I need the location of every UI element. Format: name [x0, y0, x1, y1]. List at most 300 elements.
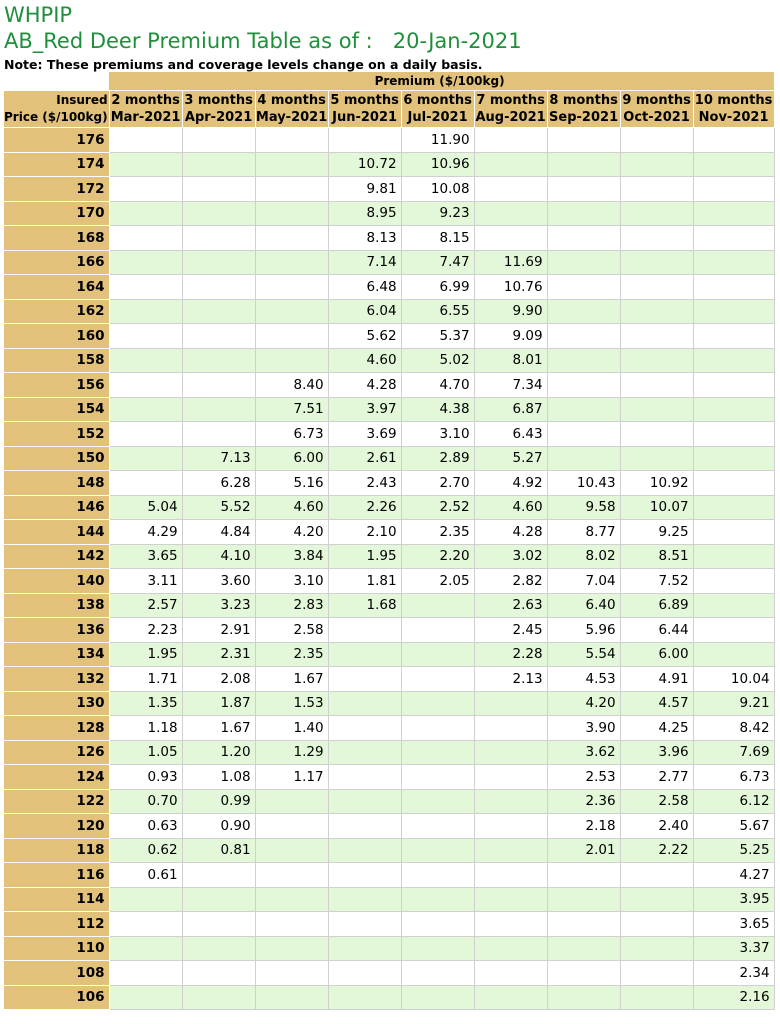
premium-cell: 2.22	[620, 838, 693, 863]
premium-cell	[109, 961, 182, 986]
premium-cell: 2.63	[474, 593, 547, 618]
premium-cell	[328, 128, 401, 153]
expiry-month-label: Aug-2021	[475, 110, 546, 125]
premium-cell	[620, 863, 693, 888]
premium-cell: 1.67	[182, 716, 255, 741]
expiry-month-label: Mar-2021	[110, 110, 181, 125]
expiry-month-label: Jul-2021	[407, 110, 468, 125]
group-header-spacer	[4, 72, 110, 91]
premium-cell: 4.38	[401, 397, 474, 422]
premium-cell	[620, 373, 693, 398]
premium-cell: 2.53	[547, 765, 620, 790]
premium-cell: 6.73	[255, 422, 328, 447]
insured-price-cell: 126	[4, 740, 110, 765]
insured-price-cell: 176	[4, 128, 110, 153]
premium-cell: 6.00	[620, 642, 693, 667]
premium-cell: 2.10	[328, 520, 401, 545]
premium-cell: 8.51	[620, 544, 693, 569]
table-row	[4, 814, 775, 839]
premium-cell	[547, 348, 620, 373]
premium-cell: 6.43	[474, 422, 547, 447]
insured-price-cell: 170	[4, 201, 110, 226]
premium-cell: 0.81	[182, 838, 255, 863]
table-row	[4, 936, 775, 961]
insured-price-cell: 120	[4, 814, 110, 839]
premium-cell	[474, 912, 547, 937]
premium-cell	[255, 250, 328, 275]
premium-cell	[401, 814, 474, 839]
table-row	[4, 912, 775, 937]
premium-cell: 3.97	[328, 397, 401, 422]
table-row	[4, 569, 775, 594]
term-length-label: 6 months	[403, 93, 472, 108]
premium-cell	[182, 250, 255, 275]
premium-cell: 6.00	[255, 446, 328, 471]
premium-cell	[109, 128, 182, 153]
premium-cell	[547, 373, 620, 398]
premium-cell	[474, 936, 547, 961]
premium-cell	[255, 201, 328, 226]
premium-cell	[693, 373, 774, 398]
premium-cell: 0.99	[182, 789, 255, 814]
premium-cell	[182, 177, 255, 202]
premium-cell: 3.96	[620, 740, 693, 765]
premium-cell	[182, 201, 255, 226]
premium-cell: 7.52	[620, 569, 693, 594]
premium-cell	[547, 397, 620, 422]
premium-cell: 1.67	[255, 667, 328, 692]
premium-cell: 4.91	[620, 667, 693, 692]
premium-cell	[182, 275, 255, 300]
premium-cell: 5.37	[401, 324, 474, 349]
premium-cell	[547, 324, 620, 349]
table-title: AB_Red Deer Premium Table as of : 20-Jan-2021	[4, 29, 522, 53]
premium-cell: 10.76	[474, 275, 547, 300]
premium-cell: 2.91	[182, 618, 255, 643]
insured-price-cell: 172	[4, 177, 110, 202]
table-row	[4, 299, 775, 324]
premium-cell	[255, 299, 328, 324]
insured-price-header	[4, 91, 110, 128]
premium-cell	[328, 765, 401, 790]
table-row	[4, 250, 775, 275]
premium-cell: 9.81	[328, 177, 401, 202]
premium-cell	[547, 299, 620, 324]
table-row	[4, 520, 775, 545]
premium-cell: 6.12	[693, 789, 774, 814]
table-row	[4, 961, 775, 986]
premium-cell: 1.35	[109, 691, 182, 716]
premium-cell	[474, 838, 547, 863]
premium-cell	[547, 863, 620, 888]
premium-cell: 9.21	[693, 691, 774, 716]
premium-cell: 1.40	[255, 716, 328, 741]
premium-cell: 2.89	[401, 446, 474, 471]
premium-cell: 0.62	[109, 838, 182, 863]
table-row	[4, 422, 775, 447]
expiry-month-label: Oct-2021	[623, 110, 690, 125]
disclaimer-note: Note: These premiums and coverage levels change on a daily basis.	[4, 57, 483, 72]
premium-cell	[255, 838, 328, 863]
premium-cell: 3.10	[255, 569, 328, 594]
premium-cell: 1.68	[328, 593, 401, 618]
insured-price-cell: 136	[4, 618, 110, 643]
premium-cell	[255, 348, 328, 373]
premium-cell: 8.01	[474, 348, 547, 373]
table-row	[4, 765, 775, 790]
premium-cell: 2.83	[255, 593, 328, 618]
premium-cell	[474, 201, 547, 226]
premium-cell: 4.70	[401, 373, 474, 398]
premium-cell: 6.28	[182, 471, 255, 496]
insured-price-cell: 146	[4, 495, 110, 520]
group-header-row	[4, 72, 775, 91]
premium-cell	[109, 985, 182, 1010]
table-row	[4, 152, 775, 177]
premium-cell	[109, 324, 182, 349]
premium-cell: 5.62	[328, 324, 401, 349]
premium-cell: 2.70	[401, 471, 474, 496]
premium-cell	[328, 863, 401, 888]
premium-cell: 7.13	[182, 446, 255, 471]
insured-price-cell: 128	[4, 716, 110, 741]
premium-cell	[182, 985, 255, 1010]
column-header-term-9	[620, 91, 693, 128]
premium-cell	[328, 740, 401, 765]
premium-cell: 3.23	[182, 593, 255, 618]
column-header-term-4	[255, 91, 328, 128]
premium-cell	[109, 226, 182, 251]
premium-cell: 3.90	[547, 716, 620, 741]
premium-cell	[474, 863, 547, 888]
premium-cell	[182, 152, 255, 177]
premium-cell	[401, 985, 474, 1010]
premium-cell	[401, 961, 474, 986]
premium-cell: 0.70	[109, 789, 182, 814]
premium-cell	[474, 740, 547, 765]
premium-cell: 2.43	[328, 471, 401, 496]
premium-cell	[474, 814, 547, 839]
premium-cell	[620, 250, 693, 275]
premium-cell: 4.28	[328, 373, 401, 398]
premium-cell: 4.10	[182, 544, 255, 569]
premium-cell	[255, 324, 328, 349]
premium-cell: 8.40	[255, 373, 328, 398]
premium-cell	[547, 275, 620, 300]
premium-cell	[693, 324, 774, 349]
premium-cell: 3.69	[328, 422, 401, 447]
table-row	[4, 373, 775, 398]
premium-cell	[693, 250, 774, 275]
premium-cell	[182, 348, 255, 373]
premium-cell	[401, 642, 474, 667]
table-row	[4, 593, 775, 618]
insured-price-cell: 174	[4, 152, 110, 177]
premium-cell	[182, 863, 255, 888]
premium-cell	[401, 936, 474, 961]
column-header-term-7	[474, 91, 547, 128]
premium-cell	[328, 961, 401, 986]
premium-cell	[401, 765, 474, 790]
premium-cell	[620, 226, 693, 251]
insured-price-cell: 166	[4, 250, 110, 275]
premium-cell	[328, 912, 401, 937]
premium-cell: 0.93	[109, 765, 182, 790]
premium-cell: 9.09	[474, 324, 547, 349]
premium-cell	[401, 912, 474, 937]
term-length-label: 7 months	[476, 93, 545, 108]
column-header-term-10	[693, 91, 774, 128]
premium-cell: 1.17	[255, 765, 328, 790]
premium-cell	[401, 593, 474, 618]
premium-cell: 2.08	[182, 667, 255, 692]
premium-cell: 8.15	[401, 226, 474, 251]
expiry-month-label: Apr-2021	[184, 110, 253, 125]
premium-cell	[328, 618, 401, 643]
premium-cell	[693, 495, 774, 520]
table-row	[4, 348, 775, 373]
premium-cell: 2.57	[109, 593, 182, 618]
premium-cell	[693, 299, 774, 324]
premium-cell: 11.69	[474, 250, 547, 275]
premium-cell	[255, 152, 328, 177]
premium-cell	[255, 128, 328, 153]
premium-cell: 10.92	[620, 471, 693, 496]
insured-price-cell: 106	[4, 985, 110, 1010]
premium-cell: 6.48	[328, 275, 401, 300]
premium-cell: 3.37	[693, 936, 774, 961]
premium-cell	[109, 299, 182, 324]
premium-cell	[109, 887, 182, 912]
insured-price-cell: 122	[4, 789, 110, 814]
column-header-term-3	[182, 91, 255, 128]
premium-cell	[620, 128, 693, 153]
premium-cell	[401, 618, 474, 643]
premium-cell: 1.87	[182, 691, 255, 716]
premium-cell: 4.60	[474, 495, 547, 520]
premium-cell: 2.26	[328, 495, 401, 520]
insured-price-cell: 134	[4, 642, 110, 667]
insured-price-cell: 142	[4, 544, 110, 569]
premium-cell	[693, 226, 774, 251]
expiry-month-label: Jun-2021	[332, 110, 398, 125]
premium-cell	[547, 177, 620, 202]
premium-cell: 6.44	[620, 618, 693, 643]
premium-cell: 4.27	[693, 863, 774, 888]
premium-cell	[474, 985, 547, 1010]
premium-cell	[182, 299, 255, 324]
term-length-label: 4 months	[257, 93, 326, 108]
premium-cell	[693, 128, 774, 153]
premium-cell	[620, 446, 693, 471]
premium-cell	[693, 201, 774, 226]
premium-cell	[401, 716, 474, 741]
premium-cell	[401, 887, 474, 912]
premium-cell: 2.58	[255, 618, 328, 643]
premium-cell	[255, 863, 328, 888]
premium-cell: 2.20	[401, 544, 474, 569]
premium-cell: 8.02	[547, 544, 620, 569]
premium-cell: 5.16	[255, 471, 328, 496]
premium-cell: 10.96	[401, 152, 474, 177]
premium-cell: 4.25	[620, 716, 693, 741]
premium-cell	[474, 128, 547, 153]
premium-cell: 7.14	[328, 250, 401, 275]
premium-cell	[474, 177, 547, 202]
premium-cell	[182, 961, 255, 986]
table-row	[4, 128, 775, 153]
premium-cell: 0.63	[109, 814, 182, 839]
premium-cell: 2.18	[547, 814, 620, 839]
premium-cell	[401, 667, 474, 692]
premium-cell	[255, 814, 328, 839]
premium-group-header: Premium ($/100kg)	[109, 72, 774, 91]
table-row	[4, 838, 775, 863]
premium-cell: 3.60	[182, 569, 255, 594]
premium-cell	[620, 936, 693, 961]
premium-cell: 3.84	[255, 544, 328, 569]
premium-cell: 6.73	[693, 765, 774, 790]
insured-price-cell: 158	[4, 348, 110, 373]
premium-cell: 8.42	[693, 716, 774, 741]
premium-cell	[255, 789, 328, 814]
premium-cell: 1.95	[328, 544, 401, 569]
premium-cell	[109, 422, 182, 447]
premium-cell	[474, 765, 547, 790]
premium-cell: 5.52	[182, 495, 255, 520]
premium-cell	[547, 422, 620, 447]
premium-cell	[547, 936, 620, 961]
premium-cell	[182, 128, 255, 153]
premium-cell	[547, 912, 620, 937]
premium-cell	[109, 936, 182, 961]
premium-cell: 1.71	[109, 667, 182, 692]
table-row	[4, 544, 775, 569]
premium-cell: 1.05	[109, 740, 182, 765]
expiry-month-label: May-2021	[255, 110, 328, 125]
premium-cell	[109, 446, 182, 471]
insured-price-cell: 164	[4, 275, 110, 300]
premium-cell	[620, 422, 693, 447]
table-row	[4, 397, 775, 422]
premium-cell: 2.31	[182, 642, 255, 667]
premium-cell	[547, 152, 620, 177]
premium-cell	[182, 324, 255, 349]
premium-cell	[328, 887, 401, 912]
premium-cell	[474, 716, 547, 741]
premium-cell: 4.28	[474, 520, 547, 545]
table-row	[4, 716, 775, 741]
insured-price-cell: 132	[4, 667, 110, 692]
premium-cell	[328, 789, 401, 814]
insured-price-cell: 140	[4, 569, 110, 594]
premium-cell: 0.90	[182, 814, 255, 839]
program-title: WHPIP	[4, 3, 73, 27]
premium-cell	[693, 275, 774, 300]
premium-cell: 9.90	[474, 299, 547, 324]
premium-cell: 10.07	[620, 495, 693, 520]
table-row	[4, 324, 775, 349]
premium-cell: 4.20	[547, 691, 620, 716]
premium-table	[3, 72, 775, 1010]
insured-price-cell: 168	[4, 226, 110, 251]
premium-cell	[620, 299, 693, 324]
premium-cell	[255, 961, 328, 986]
premium-cell	[693, 642, 774, 667]
insured-price-cell: 138	[4, 593, 110, 618]
premium-cell	[474, 789, 547, 814]
table-row	[4, 985, 775, 1010]
premium-cell	[547, 201, 620, 226]
premium-cell	[182, 397, 255, 422]
premium-cell	[620, 887, 693, 912]
term-length-label: 8 months	[549, 93, 618, 108]
column-header-term-6	[401, 91, 474, 128]
table-row	[4, 667, 775, 692]
insured-price-cell: 152	[4, 422, 110, 447]
premium-cell: 8.95	[328, 201, 401, 226]
premium-cell: 8.13	[328, 226, 401, 251]
premium-cell: 3.62	[547, 740, 620, 765]
premium-cell	[182, 887, 255, 912]
premium-cell	[401, 740, 474, 765]
term-length-label: 5 months	[330, 93, 399, 108]
premium-cell: 7.69	[693, 740, 774, 765]
premium-cell	[620, 397, 693, 422]
premium-cell: 2.82	[474, 569, 547, 594]
premium-cell: 10.43	[547, 471, 620, 496]
insured-price-header-line1: Insured	[56, 93, 108, 107]
premium-cell: 2.13	[474, 667, 547, 692]
premium-cell: 7.04	[547, 569, 620, 594]
insured-price-cell: 162	[4, 299, 110, 324]
premium-table-body	[4, 128, 775, 1010]
premium-cell: 2.35	[255, 642, 328, 667]
insured-price-cell: 154	[4, 397, 110, 422]
premium-cell: 6.87	[474, 397, 547, 422]
premium-cell: 2.77	[620, 765, 693, 790]
table-row	[4, 642, 775, 667]
insured-price-cell: 110	[4, 936, 110, 961]
premium-cell	[547, 128, 620, 153]
column-header-term-2	[109, 91, 182, 128]
premium-cell: 10.04	[693, 667, 774, 692]
insured-price-cell: 130	[4, 691, 110, 716]
premium-cell	[693, 520, 774, 545]
premium-cell: 3.11	[109, 569, 182, 594]
table-row	[4, 691, 775, 716]
premium-cell	[328, 642, 401, 667]
premium-cell: 5.96	[547, 618, 620, 643]
premium-cell	[547, 961, 620, 986]
column-header-term-5	[328, 91, 401, 128]
premium-cell	[401, 863, 474, 888]
premium-cell	[109, 373, 182, 398]
premium-cell	[693, 569, 774, 594]
premium-cell: 2.45	[474, 618, 547, 643]
premium-cell: 3.10	[401, 422, 474, 447]
premium-cell	[328, 838, 401, 863]
premium-cell	[693, 397, 774, 422]
premium-cell	[328, 691, 401, 716]
premium-cell: 6.99	[401, 275, 474, 300]
premium-cell	[109, 275, 182, 300]
insured-price-cell: 144	[4, 520, 110, 545]
table-row	[4, 471, 775, 496]
insured-price-header-line2: Price ($/100kg)	[4, 110, 108, 124]
premium-cell: 2.40	[620, 814, 693, 839]
premium-cell: 5.67	[693, 814, 774, 839]
